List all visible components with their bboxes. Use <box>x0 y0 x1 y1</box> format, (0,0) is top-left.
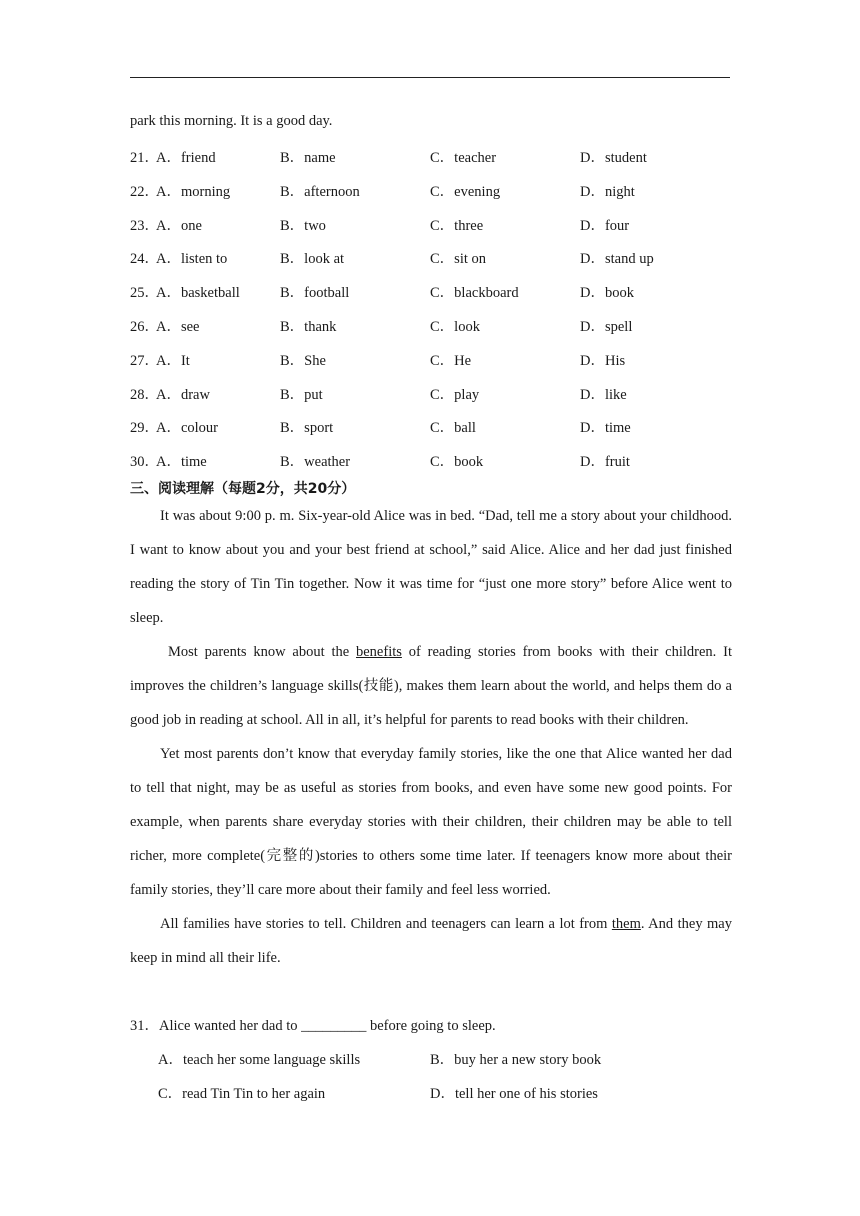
option-row <box>130 315 730 335</box>
option-d: D．His <box>580 352 626 369</box>
option-b: B．look at <box>280 251 345 268</box>
option-row <box>130 383 730 403</box>
option-c: C．teacher <box>430 150 497 166</box>
section-heading: 三、阅读理解（每题2分，共20分） <box>130 481 356 497</box>
option-c: C．three <box>430 217 484 234</box>
option-b: B．name <box>280 150 336 166</box>
option-d: D．time <box>580 420 631 437</box>
option-d: D．student <box>580 150 647 166</box>
question-31-option-b: B．buy her a new story book <box>430 1052 602 1068</box>
option-b: B．football <box>280 285 350 302</box>
option-d: D．book <box>580 285 634 302</box>
option-d: D．four <box>580 217 630 234</box>
underlined-word-them: them <box>611 916 641 932</box>
question-31-option-d: D．tell her one of his stories <box>430 1086 598 1102</box>
reading-passage <box>130 499 732 975</box>
option-d: D．fruit <box>580 454 630 471</box>
question-31-option-a: A．teach her some language skills <box>158 1052 361 1068</box>
question-number: 30． <box>130 454 159 471</box>
option-c: C．book <box>430 454 484 471</box>
option-a: A．colour <box>156 420 219 437</box>
header-rule <box>130 77 730 78</box>
option-a: A．time <box>156 454 207 471</box>
option-a: A．listen to <box>156 251 228 268</box>
option-b: B．put <box>280 386 323 403</box>
option-a: A．friend <box>156 150 216 166</box>
option-d: D．like <box>580 386 627 403</box>
question-number: 29． <box>130 420 159 437</box>
option-c: C．evening <box>430 183 501 200</box>
underlined-word-benefits: benefits <box>356 644 402 660</box>
option-b: B．afternoon <box>280 183 360 200</box>
option-row <box>130 214 730 234</box>
passage-paragraph-4: All families have stories to tell. Children and teenagers can learn a lot from them. And they may keep in mind all their life. <box>130 916 732 966</box>
passage-tail-text: park this morning. It is a good day. <box>130 113 333 129</box>
question-number: 25． <box>130 285 159 302</box>
option-a: A．one <box>156 217 202 234</box>
question-number: 27． <box>130 352 159 369</box>
option-c: C．look <box>430 319 480 335</box>
question-number: 28． <box>130 386 159 403</box>
question-number: 21． <box>130 150 159 166</box>
question-31-stem: 31．Alice wanted her dad to _________ before going to sleep. <box>130 1018 496 1034</box>
question-number: 22． <box>130 183 159 200</box>
option-d: D．spell <box>580 319 633 335</box>
question-31-options-row-2 <box>158 1082 718 1102</box>
passage-paragraph-2: Most parents know about the benefits of reading stories from books with their children. It improves the children’s language skills(技能), makes them learn about the world, and helps them do a good job in reading at school. All in all, it’s helpful for parents to read books with their children. <box>130 644 732 728</box>
option-b: B．thank <box>280 319 337 335</box>
option-row <box>130 281 730 301</box>
question-31-options-row-1 <box>158 1048 718 1068</box>
option-c: C．ball <box>430 420 476 437</box>
option-row <box>130 349 730 369</box>
option-a: A．morning <box>156 183 231 200</box>
option-a: A．draw <box>156 386 210 403</box>
option-b: B．two <box>280 217 326 234</box>
option-c: C．sit on <box>430 251 486 268</box>
option-row <box>130 146 730 166</box>
passage-paragraph-3: Yet most parents don’t know that everyday family stories, like the one that Alice wanted her dad to tell that night, may be as useful as stories from books, and even have some new good points. For example, when parents share everyday stories with their children, their children may be able to tell richer, more complete(完整的)stories to others some time later. If teenagers know more about their family stories, they’ll care more about their family and feel less worried. <box>130 746 732 898</box>
option-row <box>130 247 730 267</box>
option-b: B．weather <box>280 454 351 471</box>
option-c: C．play <box>430 386 480 403</box>
option-b: B．sport <box>280 420 334 437</box>
question-31-option-c: C．read Tin Tin to her again <box>158 1086 326 1102</box>
option-row <box>130 450 730 470</box>
option-d: D．stand up <box>580 251 654 268</box>
option-a: A．basketball <box>156 285 240 302</box>
question-number: 24． <box>130 251 159 268</box>
option-row <box>130 180 730 200</box>
question-number: 26． <box>130 319 159 335</box>
passage-paragraph-1: It was about 9:00 p. m. Six-year-old Alice was in bed. “Dad, tell me a story about your childhood. I want to know about you and your best friend at school,” said Alice. Alice and her dad just finished reading the story of Tin Tin together. Now it was time for “just one more story” before Alice went to sleep. <box>130 508 732 626</box>
option-row <box>130 416 730 436</box>
option-d: D．night <box>580 183 635 200</box>
question-number: 23． <box>130 217 159 234</box>
option-a: A．see <box>156 319 200 335</box>
option-c: C．blackboard <box>430 285 519 302</box>
option-c: C．He <box>430 352 472 369</box>
option-b: B．She <box>280 352 326 369</box>
option-a: A．It <box>156 352 190 369</box>
